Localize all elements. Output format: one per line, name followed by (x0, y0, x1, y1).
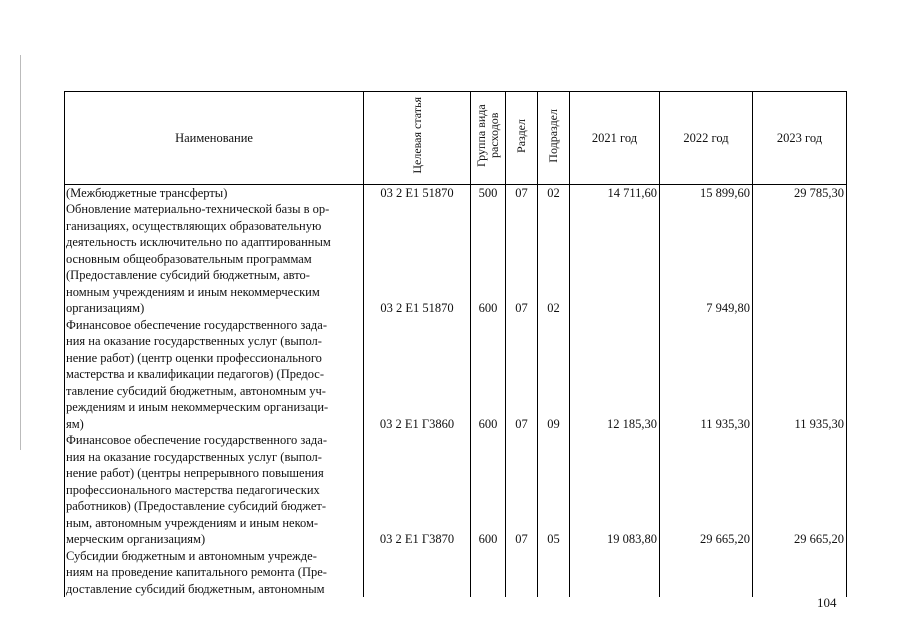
name-line: основным общеобразовательным программам (66, 251, 312, 266)
blank-line (508, 201, 535, 218)
cell-target: 03 2 E1 Г3860 (379, 416, 455, 431)
blank-line (662, 366, 750, 383)
blank-line (366, 581, 468, 598)
name-line: мастерства и квалификации педагогов) (Предос- (66, 367, 324, 381)
blank-line (540, 317, 567, 334)
blank-line (508, 465, 535, 482)
blank-line (366, 515, 468, 532)
blank-line (540, 449, 567, 466)
blank-line (662, 201, 750, 218)
blank-line (540, 432, 567, 449)
blank-line (540, 399, 567, 416)
blank-line (572, 218, 657, 235)
cell-y2021: 14 711,60 (607, 185, 657, 200)
page-number: 104 (817, 595, 837, 610)
cell-group: 600 (478, 416, 498, 431)
blank-line (540, 366, 567, 383)
name-line: (Предоставление субсидий бюджетным, авто- (66, 268, 310, 282)
blank-line (662, 218, 750, 235)
blank-line (662, 432, 750, 449)
blank-line (755, 383, 844, 400)
cell-target: 03 2 E1 51870 (380, 301, 454, 315)
cell-subsection: 02 (547, 301, 560, 315)
header-target-label: Целевая статья (409, 97, 424, 174)
blank-line (473, 267, 503, 284)
blank-line (755, 564, 844, 581)
blank-line (540, 251, 567, 268)
blank-line (366, 449, 468, 466)
blank-line (755, 366, 844, 383)
blank-line (508, 267, 535, 284)
blank-line (755, 350, 844, 367)
blank-line (508, 218, 535, 235)
name-column (65, 184, 364, 597)
blank-line (755, 333, 844, 350)
blank-line (366, 284, 468, 301)
cell-y2021: 12 185,30 (607, 416, 657, 431)
cell-target: 03 2 E1 Г3870 (379, 532, 455, 546)
blank-line (473, 333, 503, 350)
cell-group: 600 (478, 301, 498, 315)
cell-y2023: 11 935,30 (794, 416, 844, 431)
blank-line (572, 432, 657, 449)
blank-line (366, 432, 468, 449)
blank-line (540, 581, 567, 598)
blank-line (473, 234, 503, 251)
blank-line (755, 482, 844, 499)
header-2022: 2022 год (660, 92, 753, 185)
blank-line (540, 201, 567, 218)
blank-line (540, 383, 567, 400)
blank-line (366, 234, 468, 251)
name-line: ния на оказание государственных услуг (выпол- (66, 449, 322, 464)
blank-line (473, 317, 503, 334)
cell-y2022: 29 665,20 (700, 532, 750, 546)
blank-line (508, 317, 535, 334)
blank-line (540, 482, 567, 499)
blank-line (473, 564, 503, 581)
blank-line (662, 234, 750, 251)
blank-line (572, 482, 657, 499)
blank-line (662, 581, 750, 598)
blank-line (366, 251, 468, 268)
cell-y2023 (755, 300, 844, 317)
blank-line (662, 498, 750, 515)
blank-line (755, 284, 844, 301)
blank-line (540, 350, 567, 367)
blank-line (755, 234, 844, 251)
name-line: ния на оказание государственных услуг (выпол- (66, 334, 322, 348)
blank-line (540, 234, 567, 251)
name-line: Финансовое обеспечение государственного зада- (66, 317, 327, 332)
blank-line (662, 267, 750, 284)
header-subsection (538, 92, 570, 185)
name-line: доставление субсидий бюджетным, автономным (66, 581, 325, 596)
blank-line (366, 465, 468, 482)
blank-line (662, 449, 750, 466)
budget-table (64, 91, 847, 597)
blank-line (755, 548, 844, 565)
cell-y2021: 19 083,80 (607, 532, 657, 546)
blank-line (662, 317, 750, 334)
blank-line (755, 449, 844, 466)
blank-line (540, 515, 567, 532)
blank-line (508, 564, 535, 581)
header-target (364, 92, 471, 185)
name-line: реждениям и иным некоммерческим организаци- (66, 400, 329, 414)
blank-line (366, 564, 468, 581)
blank-line (366, 350, 468, 367)
blank-line (366, 498, 468, 515)
blank-line (508, 333, 535, 350)
blank-line (540, 465, 567, 482)
amount-2023-column (753, 184, 847, 597)
header-section (506, 92, 538, 185)
blank-line (540, 548, 567, 565)
blank-line (662, 383, 750, 400)
blank-line (473, 449, 503, 466)
blank-line (473, 548, 503, 565)
blank-line (540, 564, 567, 581)
header-subsection-label: Подраздел (546, 108, 560, 163)
header-group (471, 92, 506, 185)
name-line: деятельность исключительно по адаптированным (66, 235, 331, 249)
name-line: ниям на проведение капитального ремонта (Пре- (66, 565, 327, 579)
blank-line (572, 201, 657, 218)
subsection-column (538, 184, 570, 597)
blank-line (755, 218, 844, 235)
blank-line (540, 498, 567, 515)
name-line: номным учреждениям и иным некоммерческим (66, 284, 320, 299)
blank-line (473, 284, 503, 301)
cell-y2022: 7 949,80 (706, 301, 750, 315)
blank-line (366, 201, 468, 218)
blank-line (473, 432, 503, 449)
blank-line (366, 383, 468, 400)
blank-line (662, 333, 750, 350)
blank-line (572, 350, 657, 367)
blank-line (572, 498, 657, 515)
blank-line (755, 201, 844, 218)
blank-line (508, 251, 535, 268)
name-line: Обновление материально-технической базы в ор- (66, 202, 330, 216)
blank-line (572, 465, 657, 482)
blank-line (662, 515, 750, 532)
name-line: организациям) (66, 301, 145, 315)
blank-line (572, 366, 657, 383)
blank-line (572, 317, 657, 334)
section-column (506, 184, 538, 597)
blank-line (473, 482, 503, 499)
blank-line (473, 383, 503, 400)
cell-group: 500 (478, 185, 498, 200)
blank-line (508, 234, 535, 251)
cell-group: 600 (478, 532, 498, 546)
target-column (364, 184, 471, 597)
cell-y2022: 11 935,30 (700, 416, 750, 431)
blank-line (508, 350, 535, 367)
blank-line (366, 399, 468, 416)
blank-line (508, 432, 535, 449)
blank-line (572, 251, 657, 268)
blank-line (508, 581, 535, 598)
header-2021: 2021 год (570, 92, 660, 185)
blank-line (366, 333, 468, 350)
name-line: ганизациях, осуществляющих образовательную (66, 218, 322, 233)
blank-line (572, 581, 657, 598)
blank-line (755, 317, 844, 334)
blank-line (572, 383, 657, 400)
blank-line (473, 465, 503, 482)
blank-line (662, 548, 750, 565)
blank-line (366, 218, 468, 235)
cell-target: 03 2 E1 51870 (380, 185, 454, 200)
blank-line (755, 251, 844, 268)
blank-line (662, 564, 750, 581)
group-column (471, 184, 506, 597)
cell-section: 07 (515, 416, 528, 431)
blank-line (662, 465, 750, 482)
header-2023: 2023 год (753, 92, 847, 185)
blank-line (473, 201, 503, 218)
blank-line (508, 548, 535, 565)
blank-line (366, 548, 468, 565)
name-line: ям) (66, 416, 84, 431)
blank-line (662, 251, 750, 268)
blank-line (473, 515, 503, 532)
blank-line (366, 317, 468, 334)
table-body-row (65, 184, 847, 597)
name-line: ным, автономным учреждениям и иным неком- (66, 515, 319, 530)
name-line: Субсидии бюджетным и автономным учрежде- (66, 548, 317, 563)
blank-line (572, 449, 657, 466)
blank-line (508, 383, 535, 400)
blank-line (366, 267, 468, 284)
cell-section: 07 (515, 532, 528, 546)
amount-2021-column (570, 184, 660, 597)
header-group-label: Группа вида расходов (474, 104, 501, 167)
cell-y2021 (572, 300, 657, 317)
blank-line (508, 498, 535, 515)
blank-line (473, 498, 503, 515)
blank-line (755, 465, 844, 482)
blank-line (508, 449, 535, 466)
cell-subsection: 09 (547, 416, 560, 431)
blank-line (572, 564, 657, 581)
blank-line (508, 366, 535, 383)
name-line: нение работ) (центры непрерывного повышения (66, 466, 324, 480)
blank-line (473, 581, 503, 598)
name-line: мерческим организациям) (66, 532, 206, 546)
name-line: нение работ) (центр оценки профессионального (66, 350, 322, 365)
scan-edge-line (20, 55, 21, 450)
blank-line (755, 267, 844, 284)
blank-line (662, 482, 750, 499)
name-line: тавление субсидий бюджетным, автономным уч- (66, 383, 326, 398)
cell-section: 07 (515, 185, 528, 200)
blank-line (572, 399, 657, 416)
blank-line (572, 515, 657, 532)
blank-line (366, 482, 468, 499)
cell-y2022: 15 899,60 (700, 185, 750, 200)
blank-line (572, 548, 657, 565)
blank-line (572, 267, 657, 284)
cell-subsection: 02 (547, 185, 560, 200)
blank-line (508, 399, 535, 416)
blank-line (540, 267, 567, 284)
blank-line (473, 218, 503, 235)
blank-line (508, 482, 535, 499)
blank-line (473, 350, 503, 367)
cell-y2023: 29 785,30 (794, 185, 844, 200)
blank-line (755, 432, 844, 449)
blank-line (572, 284, 657, 301)
blank-line (540, 218, 567, 235)
name-line: (Межбюджетные трансферты) (66, 185, 228, 200)
blank-line (662, 284, 750, 301)
name-line: профессионального мастерства педагогических (66, 482, 320, 497)
blank-line (572, 333, 657, 350)
amount-2022-column (660, 184, 753, 597)
blank-line (473, 366, 503, 383)
blank-line (540, 333, 567, 350)
blank-line (755, 515, 844, 532)
blank-line (662, 399, 750, 416)
blank-line (473, 399, 503, 416)
blank-line (755, 399, 844, 416)
blank-line (755, 498, 844, 515)
cell-subsection: 05 (547, 532, 560, 546)
header-section-label: Раздел (514, 118, 528, 153)
blank-line (508, 515, 535, 532)
name-line: Финансовое обеспечение государственного зада- (66, 433, 327, 447)
blank-line (366, 366, 468, 383)
name-line: работников) (Предоставление субсидий бюджет- (66, 499, 326, 513)
header-name: Наименование (65, 92, 364, 185)
table-header-row (65, 92, 847, 185)
blank-line (572, 234, 657, 251)
cell-section: 07 (515, 301, 528, 315)
blank-line (508, 284, 535, 301)
blank-line (473, 251, 503, 268)
blank-line (662, 350, 750, 367)
blank-line (540, 284, 567, 301)
cell-y2023: 29 665,20 (794, 532, 844, 546)
